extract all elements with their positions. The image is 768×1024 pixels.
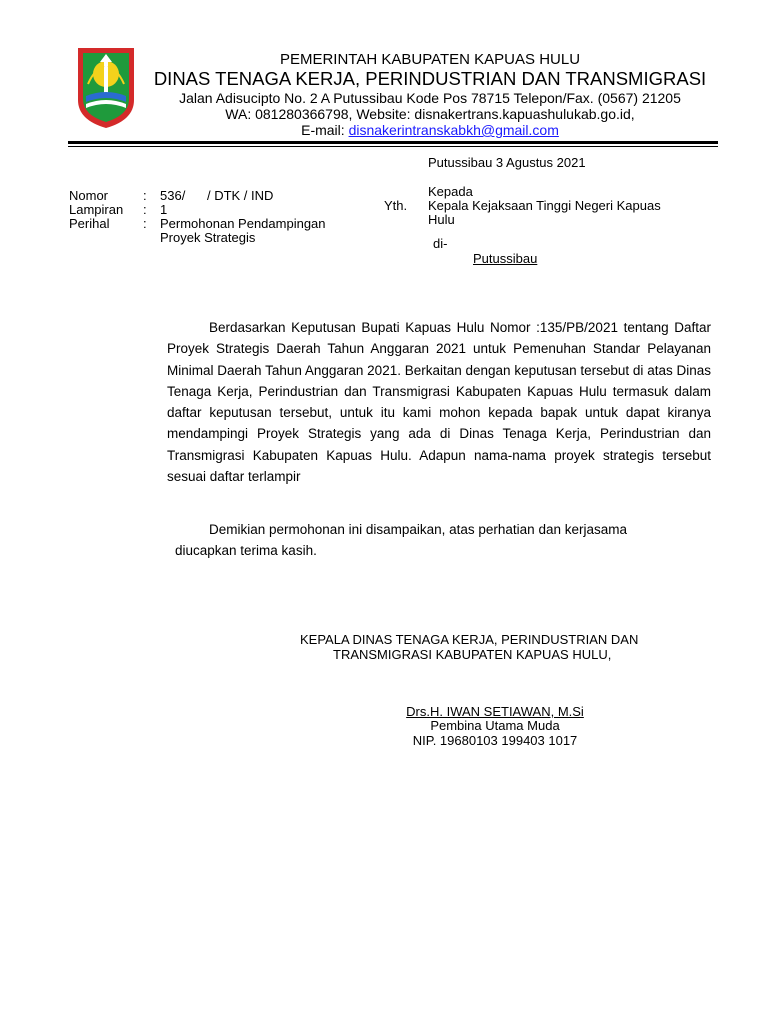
signatory-nip: NIP. 19680103 199403 1017 (412, 733, 578, 748)
lampiran-value: 1 (160, 202, 168, 217)
recipient-city: Putussibau (473, 251, 538, 266)
letterhead-address: Jalan Adisucipto No. 2 A Putussibau Kode Pos 78715 Telepon/Fax. (0567) 21205 (179, 90, 681, 106)
perihal-line-1: Permohonan Pendampingan (160, 216, 326, 231)
letterhead-divider-thin (68, 146, 718, 147)
lampiran-label: Lampiran (69, 202, 124, 217)
signatory-name: Drs.H. IWAN SETIAWAN, M.Si (406, 704, 584, 719)
recipient-yth: Yth. (384, 198, 408, 213)
letterhead-wa-website: WA: 081280366798, Website: disnakertrans.kapuashulukab.go.id, (225, 106, 635, 122)
body-paragraph-2-line-2: diucapkan terima kasih. (175, 543, 317, 559)
signature-title-line-2: TRANSMIGRASI KABUPATEN KAPUAS HULU, (333, 647, 612, 662)
email-label: E-mail: (301, 122, 349, 138)
recipient-kepada: Kepada (428, 184, 473, 199)
recipient-line-1: Kepala Kejaksaan Tinggi Negeri Kapuas (428, 198, 661, 213)
lampiran-separator: : (143, 202, 147, 217)
body-paragraph-1: Berdasarkan Keputusan Bupati Kapuas Hulu Nomor :135/PB/2021 tentang Daftar Proyek Strategis Daerah Tahun Anggaran 2021 untuk Pemenuhan Standar Pelayanan Minimal Daerah Tahun Anggaran 2021. Berkaitan dengan keputusan tersebut di atas Dinas Tenaga Kerja, Perindustrian dan Transmigrasi Kabupaten Kapuas Hulu termasuk dalam daftar keputusan tersebut, untuk itu kami mohon kepada bapak untuk dapat kiranya mendampingi Proyek Strategis yang ada di Dinas Tenaga Kerja, Perindustrian dan Transmigrasi Kabupaten Kapuas Hulu. Adapun nama-nama proyek strategis tersebut sesuai daftar terlampir (167, 320, 711, 485)
letterhead-government: PEMERINTAH KABUPATEN KAPUAS HULU (279, 51, 581, 68)
nomor-value: 536/ / DTK / IND (160, 188, 274, 203)
kapuas-hulu-regency-emblem-icon (74, 44, 138, 130)
email-link[interactable]: disnakerintranskabkh@gmail.com (348, 122, 559, 138)
body-paragraph-2-line-1: Demikian permohonan ini disampaikan, atas perhatian dan kerjasama (209, 522, 627, 537)
letterhead-agency-name: DINAS TENAGA KERJA, PERINDUSTRIAN DAN TRANSMIGRASI (153, 68, 707, 89)
nomor-separator: : (143, 188, 147, 203)
place-date: Putussibau 3 Agustus 2021 (428, 155, 586, 170)
letterhead-email-line (150, 122, 710, 138)
signature-title-line-1: KEPALA DINAS TENAGA KERJA, PERINDUSTRIAN DAN (300, 632, 639, 647)
perihal-separator: : (143, 216, 147, 231)
recipient-line-2: Hulu (428, 212, 455, 227)
nomor-label: Nomor (69, 188, 109, 203)
perihal-line-2: Proyek Strategis (160, 230, 256, 245)
letterhead-divider-thick (68, 141, 718, 144)
perihal-label: Perihal (69, 216, 110, 231)
body-paragraph-2 (167, 519, 711, 562)
recipient-di: di- (433, 236, 448, 251)
signatory-rank: Pembina Utama Muda (430, 718, 560, 733)
